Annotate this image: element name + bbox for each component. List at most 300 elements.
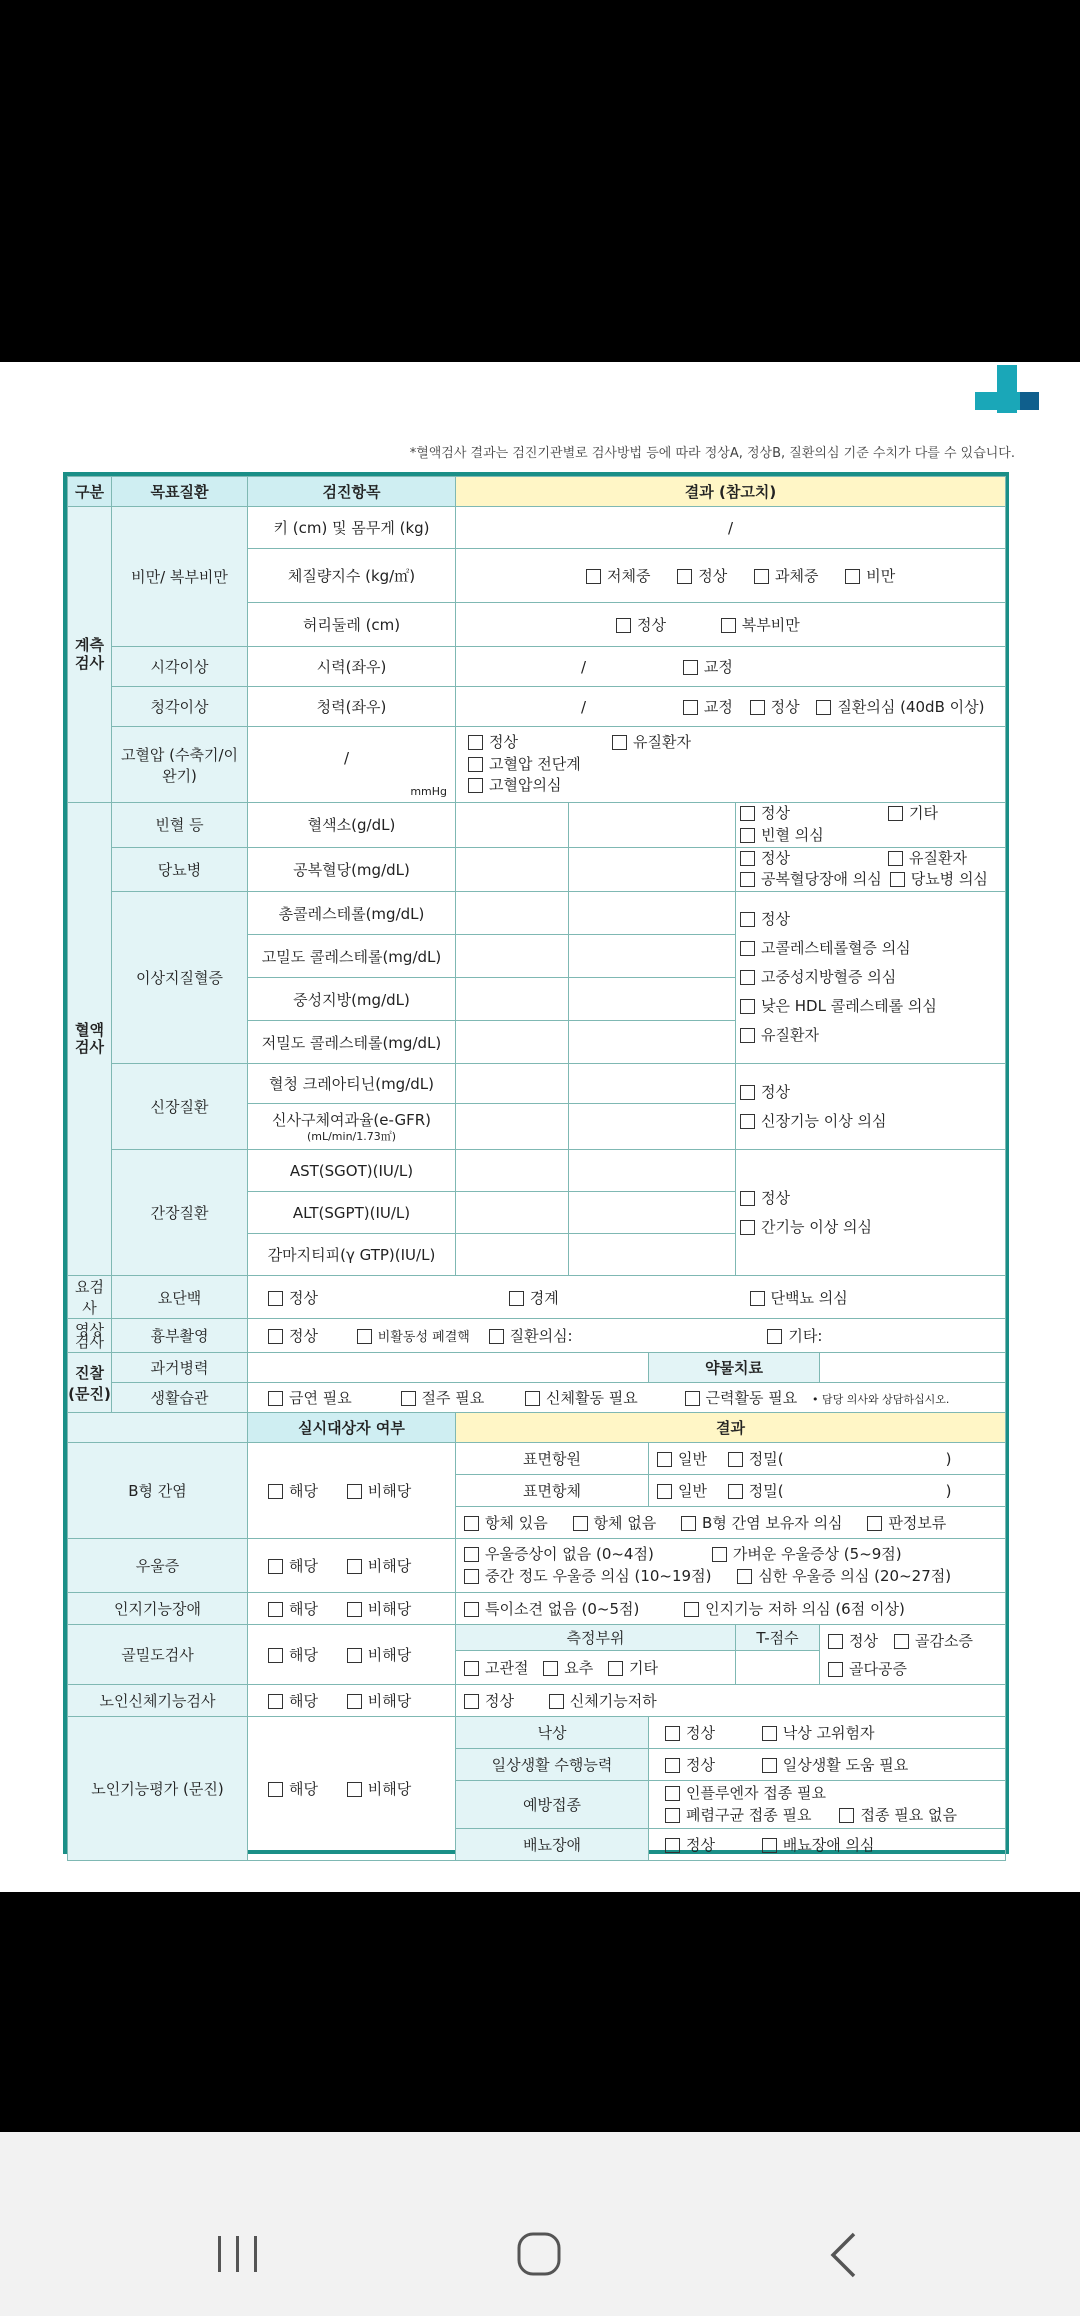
checkbox-pneumo-vaccine[interactable] <box>665 1808 680 1823</box>
disease-hepatitis-b: B형 간염 <box>68 1443 248 1539</box>
item-triglyceride: 중성지방(mg/dL) <box>248 978 456 1021</box>
checkbox-has-antibody[interactable] <box>464 1516 479 1531</box>
label-hypercholesterolemia: 고콜레스테롤혈증 의심 <box>761 939 911 957</box>
value-cell <box>456 847 569 892</box>
checkbox-antigen-general[interactable] <box>657 1452 672 1467</box>
value-cell <box>456 935 569 978</box>
disease-proteinuria: 요단백 <box>112 1276 248 1319</box>
checkbox-lipid-patient[interactable] <box>740 1028 755 1043</box>
target-cognitive <box>248 1593 456 1625</box>
checkbox-hip[interactable] <box>464 1661 479 1676</box>
disease-chest-xray: 흉부촬영 <box>112 1319 248 1353</box>
checkbox-moderate-depression[interactable] <box>464 1569 479 1584</box>
label-applicable: 해당 <box>289 1482 318 1500</box>
consult-doctor-note: • 담당 의사와 상담하십시오. <box>812 1393 950 1406</box>
checkbox-incont-normal[interactable] <box>665 1838 680 1853</box>
value-cell <box>456 1104 569 1150</box>
label-normal: 정상 <box>761 1188 790 1207</box>
value-cell <box>456 1150 569 1192</box>
result-height-weight <box>456 507 1006 549</box>
value-cell <box>456 1192 569 1234</box>
checkbox-bp-patient[interactable] <box>612 735 627 750</box>
header-exam-item: 검진항목 <box>248 477 456 507</box>
checkbox-antibody-precise[interactable] <box>728 1484 743 1499</box>
result-incontinence <box>649 1829 1006 1861</box>
label-corrected: 교정 <box>703 658 733 676</box>
label-not-applicable: 비해당 <box>367 1692 412 1710</box>
label-normal: 정상 <box>289 1288 318 1307</box>
item-height-weight: 키 (cm) 및 몸무게 (kg) <box>248 507 456 549</box>
checkbox-physical-decline[interactable] <box>549 1694 564 1709</box>
unit-egfr: (mL/min/1.73㎡) <box>306 1129 397 1143</box>
paren-close: ) <box>945 1482 952 1500</box>
label-severe-depression: 심한 우울증 의심 (20~27점) <box>758 1566 952 1585</box>
checkbox-pending[interactable] <box>867 1516 882 1531</box>
slash: / <box>581 698 587 716</box>
label-vaccination: 예방접종 <box>456 1781 649 1829</box>
checkbox-dep-applicable[interactable] <box>268 1559 283 1574</box>
checkbox-prehypertension[interactable] <box>468 757 483 772</box>
item-waist: 허리둘레 (cm) <box>248 603 456 647</box>
checkbox-liver-normal[interactable] <box>740 1191 755 1206</box>
label-precise: 정밀( <box>748 1482 784 1500</box>
result-kidney <box>736 1064 1006 1150</box>
result-vaccination <box>649 1781 1006 1829</box>
paren-close: ) <box>945 1450 952 1468</box>
checkbox-normal[interactable] <box>677 569 692 584</box>
label-anemia-suspect: 빈혈 의심 <box>761 825 824 844</box>
result-surface-antigen <box>649 1443 1006 1475</box>
label-physical-activity: 신체활동 필요 <box>546 1389 638 1407</box>
checkbox-vision-corrected[interactable] <box>683 660 698 675</box>
label-abdominal-obesity: 복부비만 <box>741 616 800 634</box>
system-navigation-bar <box>0 2132 1080 2316</box>
checkbox-kidney-suspect[interactable] <box>740 1114 755 1129</box>
checkbox-bone-not-applicable[interactable] <box>347 1648 362 1663</box>
checkbox-urine-border[interactable] <box>509 1291 524 1306</box>
label-moderate-drinking: 절주 필요 <box>421 1389 485 1407</box>
category-urine: 요검사 <box>68 1276 112 1319</box>
checkbox-hypertension-suspect[interactable] <box>468 778 483 793</box>
label-etc-colon: 기타: <box>788 1327 823 1345</box>
checkbox-diabetes-patient[interactable] <box>888 851 903 866</box>
label-general: 일반 <box>678 1482 707 1500</box>
checkbox-flu-vaccine[interactable] <box>665 1786 680 1801</box>
value-cell <box>569 978 736 1021</box>
label-medication: 약물치료 <box>649 1353 820 1383</box>
value-cell <box>456 1234 569 1276</box>
label-disease-suspect: 질환의심: <box>509 1327 573 1345</box>
item-hdl: 고밀도 콜레스테롤(mg/dL) <box>248 935 456 978</box>
header-blank <box>68 1413 248 1443</box>
label-osteoporosis: 골다공증 <box>849 1659 907 1678</box>
result-past-history <box>248 1353 649 1383</box>
result-cognitive <box>456 1593 1006 1625</box>
result-anemia <box>736 803 1006 848</box>
target-depression <box>248 1539 456 1593</box>
checkbox-fall-risk[interactable] <box>762 1726 777 1741</box>
result-medication <box>820 1353 1006 1383</box>
checkbox-moderate-drinking[interactable] <box>401 1391 416 1406</box>
checkbox-osteopenia[interactable] <box>894 1634 909 1649</box>
item-hearing: 청력(좌우) <box>248 687 456 727</box>
checkbox-hearing-corrected[interactable] <box>683 700 698 715</box>
checkbox-eval-not-applicable[interactable] <box>347 1782 362 1797</box>
label-surface-antibody: 표면항체 <box>456 1475 649 1507</box>
header-category: 구분 <box>68 477 112 507</box>
label-obese: 비만 <box>866 567 896 585</box>
result-sight <box>456 647 1006 687</box>
label-diabetes-patient: 유질환자 <box>908 848 967 867</box>
checkbox-urine-normal[interactable] <box>268 1291 283 1306</box>
label-proteinuria: 단백뇨 의심 <box>770 1288 848 1307</box>
plus-logo-vertical <box>997 365 1017 413</box>
back-icon[interactable] <box>826 2230 860 2280</box>
label-normal: 정상 <box>698 567 728 585</box>
label-normal: 정상 <box>770 698 800 716</box>
label-not-applicable: 비해당 <box>367 1600 412 1618</box>
label-fall: 낙상 <box>456 1717 649 1749</box>
result-t-score <box>736 1651 820 1685</box>
checkbox-disease-suspect[interactable] <box>489 1329 504 1344</box>
result-chest <box>248 1319 1006 1353</box>
checkbox-bp-normal[interactable] <box>468 735 483 750</box>
checkbox-cognitive-decline[interactable] <box>684 1602 699 1617</box>
label-diabetes-suspect: 당뇨병 의심 <box>910 870 988 889</box>
value-cell <box>569 1234 736 1276</box>
category-imaging: 영상검사 <box>68 1319 112 1353</box>
checkbox-bone-applicable[interactable] <box>268 1648 283 1663</box>
label-fall-risk: 낙상 고위험자 <box>782 1724 875 1742</box>
disease-obesity: 비만/ 복부비만 <box>112 507 248 647</box>
result-depression <box>456 1539 1006 1593</box>
disease-cognitive: 인지기능장애 <box>68 1593 248 1625</box>
checkbox-liver-suspect[interactable] <box>740 1220 755 1235</box>
label-applicable: 해당 <box>289 1692 318 1710</box>
label-normal: 정상 <box>489 732 518 751</box>
checkbox-bone-normal[interactable] <box>828 1634 843 1649</box>
label-prehypertension: 고혈압 전단계 <box>489 754 581 773</box>
result-adl <box>649 1749 1006 1781</box>
checkbox-hepb-not-applicable[interactable] <box>347 1484 362 1499</box>
header-result-2: 결과 <box>456 1413 1006 1443</box>
value-cell <box>569 1192 736 1234</box>
result-waist <box>456 603 1006 647</box>
result-bp <box>456 727 1006 803</box>
label-osteopenia: 골감소증 <box>914 1631 973 1650</box>
checkbox-antibody-general[interactable] <box>657 1484 672 1499</box>
label-ifg-suspect: 공복혈당장애 의심 <box>761 870 882 889</box>
item-ldl: 저밀도 콜레스테롤(mg/dL) <box>248 1021 456 1064</box>
result-measurement-site <box>456 1651 736 1685</box>
checkbox-kidney-normal[interactable] <box>740 1085 755 1100</box>
result-diabetes <box>736 847 1006 892</box>
checkbox-adl-help[interactable] <box>762 1758 777 1773</box>
category-measurement: 계측검사 <box>68 507 112 803</box>
target-elder-physical <box>248 1685 456 1717</box>
disease-bone-density: 골밀도검사 <box>68 1625 248 1685</box>
target-bone-density <box>248 1625 456 1685</box>
checkbox-anemia-etc[interactable] <box>888 806 903 821</box>
checkbox-physical-activity[interactable] <box>525 1391 540 1406</box>
health-checkup-result-table <box>67 476 1006 1861</box>
label-normal: 정상 <box>686 1724 715 1742</box>
label-physical-decline: 신체기능저하 <box>569 1692 657 1710</box>
result-surface-antibody <box>649 1475 1006 1507</box>
blood-test-note: *혈액검사 결과는 검진기관별로 검사방법 등에 따라 정상A, 정상B, 질환의심 기준 수치가 다를 수 있습니다. <box>409 446 1015 461</box>
checkbox-incont-suspect[interactable] <box>762 1838 777 1853</box>
label-t-score: T-점수 <box>736 1625 820 1651</box>
label-underweight: 저체중 <box>607 567 651 585</box>
label-applicable: 해당 <box>289 1646 318 1664</box>
label-hypertriglyceridemia: 고중성지방혈증 의심 <box>761 968 897 986</box>
label-overweight: 과체중 <box>775 567 819 585</box>
checkbox-eval-applicable[interactable] <box>268 1782 283 1797</box>
header-result: 결과 (참고치) <box>456 477 1006 507</box>
value-cell <box>569 803 736 848</box>
item-total-cholesterol: 총콜레스테롤(mg/dL) <box>248 892 456 935</box>
checkbox-chest-normal[interactable] <box>268 1329 283 1344</box>
label-etc: 기타 <box>908 804 938 822</box>
value-cell <box>569 892 736 935</box>
checkbox-hepb-carrier[interactable] <box>681 1516 696 1531</box>
label-flu-vaccine: 인플루엔자 접종 필요 <box>686 1783 826 1802</box>
value-cell <box>569 1021 736 1064</box>
label-no-antibody: 항체 없음 <box>593 1514 657 1532</box>
label-borderline: 경계 <box>529 1288 559 1307</box>
checkbox-antigen-precise[interactable] <box>728 1452 743 1467</box>
label-low-hdl: 낮은 HDL 콜레스테롤 의심 <box>761 997 937 1015</box>
label-adl: 일상생활 수행능력 <box>456 1749 649 1781</box>
label-quit-smoking: 금연 필요 <box>289 1389 352 1407</box>
item-egfr <box>248 1104 456 1150</box>
checkbox-obese[interactable] <box>845 569 860 584</box>
value-cell <box>569 935 736 978</box>
result-hepatitis-b <box>456 1507 1006 1539</box>
label-normal: 정상 <box>849 1631 878 1650</box>
home-icon[interactable] <box>515 2230 563 2278</box>
label-normal: 정상 <box>686 1756 715 1774</box>
checkbox-cog-applicable[interactable] <box>268 1602 283 1617</box>
value-cell <box>569 847 736 892</box>
label-pneumo-vaccine: 폐렴구균 접종 필요 <box>686 1805 812 1824</box>
disease-hypertension: 고혈압 (수축기/이완기) <box>112 727 248 803</box>
label-egfr: 신사구체여과율(e-GFR) <box>272 1110 431 1129</box>
disease-past-history: 과거병력 <box>112 1353 248 1383</box>
label-incont-suspect: 배뇨장애 의심 <box>782 1836 875 1854</box>
checkbox-low-hdl[interactable] <box>740 999 755 1014</box>
label-strength-activity: 근력활동 필요 <box>705 1389 798 1407</box>
result-liver <box>736 1150 1006 1276</box>
result-lifestyle <box>248 1383 1006 1413</box>
target-hepatitis-b <box>248 1443 456 1539</box>
slash: / <box>344 749 350 767</box>
item-bmi: 체질량지수 (kg/㎡) <box>248 549 456 603</box>
item-fasting-glucose: 공복혈당(mg/dL) <box>248 847 456 892</box>
label-precise: 정밀( <box>748 1450 784 1468</box>
item-creatinine: 혈청 크레아티닌(mg/dL) <box>248 1064 456 1104</box>
checkbox-glucose-normal[interactable] <box>740 851 755 866</box>
checkbox-chest-etc[interactable] <box>767 1329 782 1344</box>
label-hepb-carrier: B형 간염 보유자 의심 <box>702 1514 843 1532</box>
item-hemoglobin: 혈색소(g/dL) <box>248 803 456 848</box>
category-blood-test: 혈액검사 <box>68 803 112 1276</box>
item-sight: 시력(좌우) <box>248 647 456 687</box>
label-spine: 요추 <box>564 1659 594 1677</box>
result-bp-value <box>248 727 456 803</box>
result-fall <box>649 1717 1006 1749</box>
checkbox-phys-not-applicable[interactable] <box>347 1694 362 1709</box>
label-moderate-depression: 중간 정도 우울증 의심 (10~19점) <box>485 1566 712 1585</box>
label-not-applicable: 비해당 <box>367 1646 412 1664</box>
checkbox-adl-normal[interactable] <box>665 1758 680 1773</box>
target-elder-evaluation <box>248 1717 456 1861</box>
checkbox-strength-activity[interactable] <box>685 1391 700 1406</box>
checkbox-quit-smoking[interactable] <box>268 1391 283 1406</box>
label-normal: 정상 <box>637 616 666 634</box>
value-cell <box>456 1021 569 1064</box>
checkbox-phys-applicable[interactable] <box>268 1694 283 1709</box>
category-interview: 진찰(문진) <box>68 1353 112 1413</box>
value-cell <box>456 1064 569 1104</box>
label-not-applicable: 비해당 <box>367 1482 412 1500</box>
label-inactive-tb: 비활동성 폐결핵 <box>377 1330 470 1345</box>
label-not-applicable: 비해당 <box>367 1557 412 1575</box>
label-hypertension-suspect: 고혈압의심 <box>489 776 562 795</box>
label-normal: 정상 <box>761 1082 790 1101</box>
header-target-status: 실시대상자 여부 <box>248 1413 456 1443</box>
label-hearing-suspect: 질환의심 (40dB 이상) <box>837 698 985 716</box>
checkbox-phys-normal[interactable] <box>464 1694 479 1709</box>
label-lipid-patient: 유질환자 <box>761 1026 819 1044</box>
item-alt: ALT(SGPT)(IU/L) <box>248 1192 456 1234</box>
checkbox-no-depression[interactable] <box>464 1547 479 1562</box>
checkbox-overweight[interactable] <box>754 569 769 584</box>
label-normal: 정상 <box>761 910 790 928</box>
checkbox-anemia-normal[interactable] <box>740 806 755 821</box>
disease-elder-evaluation: 노인기능평가 (문진) <box>68 1717 248 1861</box>
result-hearing <box>456 687 1006 727</box>
label-applicable: 해당 <box>289 1600 318 1618</box>
label-no-vaccine: 접종 필요 없음 <box>860 1805 957 1824</box>
disease-diabetes: 당뇨병 <box>112 847 248 892</box>
checkbox-mild-depression[interactable] <box>712 1547 727 1562</box>
checkbox-diabetes-suspect[interactable] <box>890 872 905 887</box>
value-cell <box>456 978 569 1021</box>
checkbox-hypertriglyceridemia[interactable] <box>740 970 755 985</box>
label-applicable: 해당 <box>289 1780 318 1798</box>
checkbox-hypercholesterolemia[interactable] <box>740 941 755 956</box>
label-etc: 기타 <box>629 1659 659 1677</box>
label-surface-antigen: 표면항원 <box>456 1443 649 1475</box>
label-has-antibody: 항체 있음 <box>485 1514 548 1532</box>
label-pending: 판정보류 <box>888 1514 947 1532</box>
disease-kidney: 신장질환 <box>112 1064 248 1150</box>
plus-logo-accent <box>1020 392 1039 410</box>
value-cell <box>569 1064 736 1104</box>
checkbox-severe-depression[interactable] <box>737 1569 752 1584</box>
label-no-findings: 특이소견 없음 (0~5점) <box>485 1600 640 1618</box>
disease-hearing: 청각이상 <box>112 687 248 727</box>
value-cell <box>456 803 569 848</box>
checkbox-anemia-suspect[interactable] <box>740 828 755 843</box>
result-urine <box>248 1276 1006 1319</box>
label-normal: 정상 <box>289 1327 318 1345</box>
result-lipid <box>736 892 1006 1064</box>
checkbox-spine[interactable] <box>543 1661 558 1676</box>
unit-mmhg: mmHg <box>410 785 447 798</box>
label-kidney-suspect: 신장기능 이상 의심 <box>761 1111 887 1130</box>
item-ggt: 감마지티피(γ GTP)(IU/L) <box>248 1234 456 1276</box>
label-measurement-site: 측정부위 <box>456 1625 736 1651</box>
checkbox-inactive-tb[interactable] <box>357 1329 372 1344</box>
disease-liver: 간장질환 <box>112 1150 248 1276</box>
checkbox-fall-normal[interactable] <box>665 1726 680 1741</box>
label-corrected: 교정 <box>703 698 733 716</box>
slash: / <box>581 658 587 676</box>
header-target-disease: 목표질환 <box>112 477 248 507</box>
disease-lifestyle: 생활습관 <box>112 1383 248 1413</box>
label-incontinence: 배뇨장애 <box>456 1829 649 1861</box>
checkbox-cog-not-applicable[interactable] <box>347 1602 362 1617</box>
label-normal: 정상 <box>485 1692 514 1710</box>
checkbox-no-findings[interactable] <box>464 1602 479 1617</box>
label-no-depression: 우울증상이 없음 (0~4점) <box>485 1544 654 1563</box>
item-ast: AST(SGOT)(IU/L) <box>248 1150 456 1192</box>
checkbox-dep-not-applicable[interactable] <box>347 1559 362 1574</box>
disease-dyslipidemia: 이상지질혈증 <box>112 892 248 1064</box>
checkbox-no-vaccine[interactable] <box>839 1808 854 1823</box>
checkbox-proteinuria[interactable] <box>750 1291 765 1306</box>
label-normal: 정상 <box>761 848 790 867</box>
checkbox-no-antibody[interactable] <box>573 1516 588 1531</box>
label-mild-depression: 가벼운 우울증상 (5~9점) <box>732 1544 902 1563</box>
label-liver-suspect: 간기능 이상 의심 <box>761 1217 872 1236</box>
disease-anemia: 빈혈 등 <box>112 803 248 848</box>
label-normal: 정상 <box>686 1836 715 1854</box>
checkbox-underweight[interactable] <box>586 569 601 584</box>
checkbox-hearing-normal[interactable] <box>750 700 765 715</box>
checkbox-lipid-normal[interactable] <box>740 912 755 927</box>
checkbox-abdominal-obesity[interactable] <box>721 618 736 633</box>
result-bone-density <box>820 1625 1006 1685</box>
checkbox-ifg-suspect[interactable] <box>740 872 755 887</box>
checkbox-waist-normal[interactable] <box>616 618 631 633</box>
label-general: 일반 <box>678 1450 707 1468</box>
disease-depression: 우울증 <box>68 1539 248 1593</box>
value-cell <box>569 1150 736 1192</box>
checkbox-site-etc[interactable] <box>608 1661 623 1676</box>
label-applicable: 해당 <box>289 1557 318 1575</box>
value-cell <box>569 1104 736 1150</box>
slash: / <box>727 518 734 537</box>
value-cell <box>456 892 569 935</box>
label-cognitive-decline: 인지기능 저하 의심 (6점 이상) <box>705 1600 905 1618</box>
disease-elder-physical: 노인신체기능검사 <box>68 1685 248 1717</box>
result-bmi <box>456 549 1006 603</box>
checkbox-osteoporosis[interactable] <box>828 1662 843 1677</box>
label-normal: 정상 <box>761 804 790 822</box>
label-adl-help: 일상생활 도움 필요 <box>782 1756 909 1774</box>
label-not-applicable: 비해당 <box>367 1780 412 1798</box>
disease-vision: 시각이상 <box>112 647 248 687</box>
checkbox-hearing-suspect[interactable] <box>816 700 831 715</box>
result-elder-physical <box>456 1685 1006 1717</box>
label-hip: 고관절 <box>485 1659 529 1677</box>
label-hypertensive-patient: 유질환자 <box>632 732 691 751</box>
recent-apps-icon[interactable] <box>215 2232 261 2276</box>
checkbox-hepb-applicable[interactable] <box>268 1484 283 1499</box>
